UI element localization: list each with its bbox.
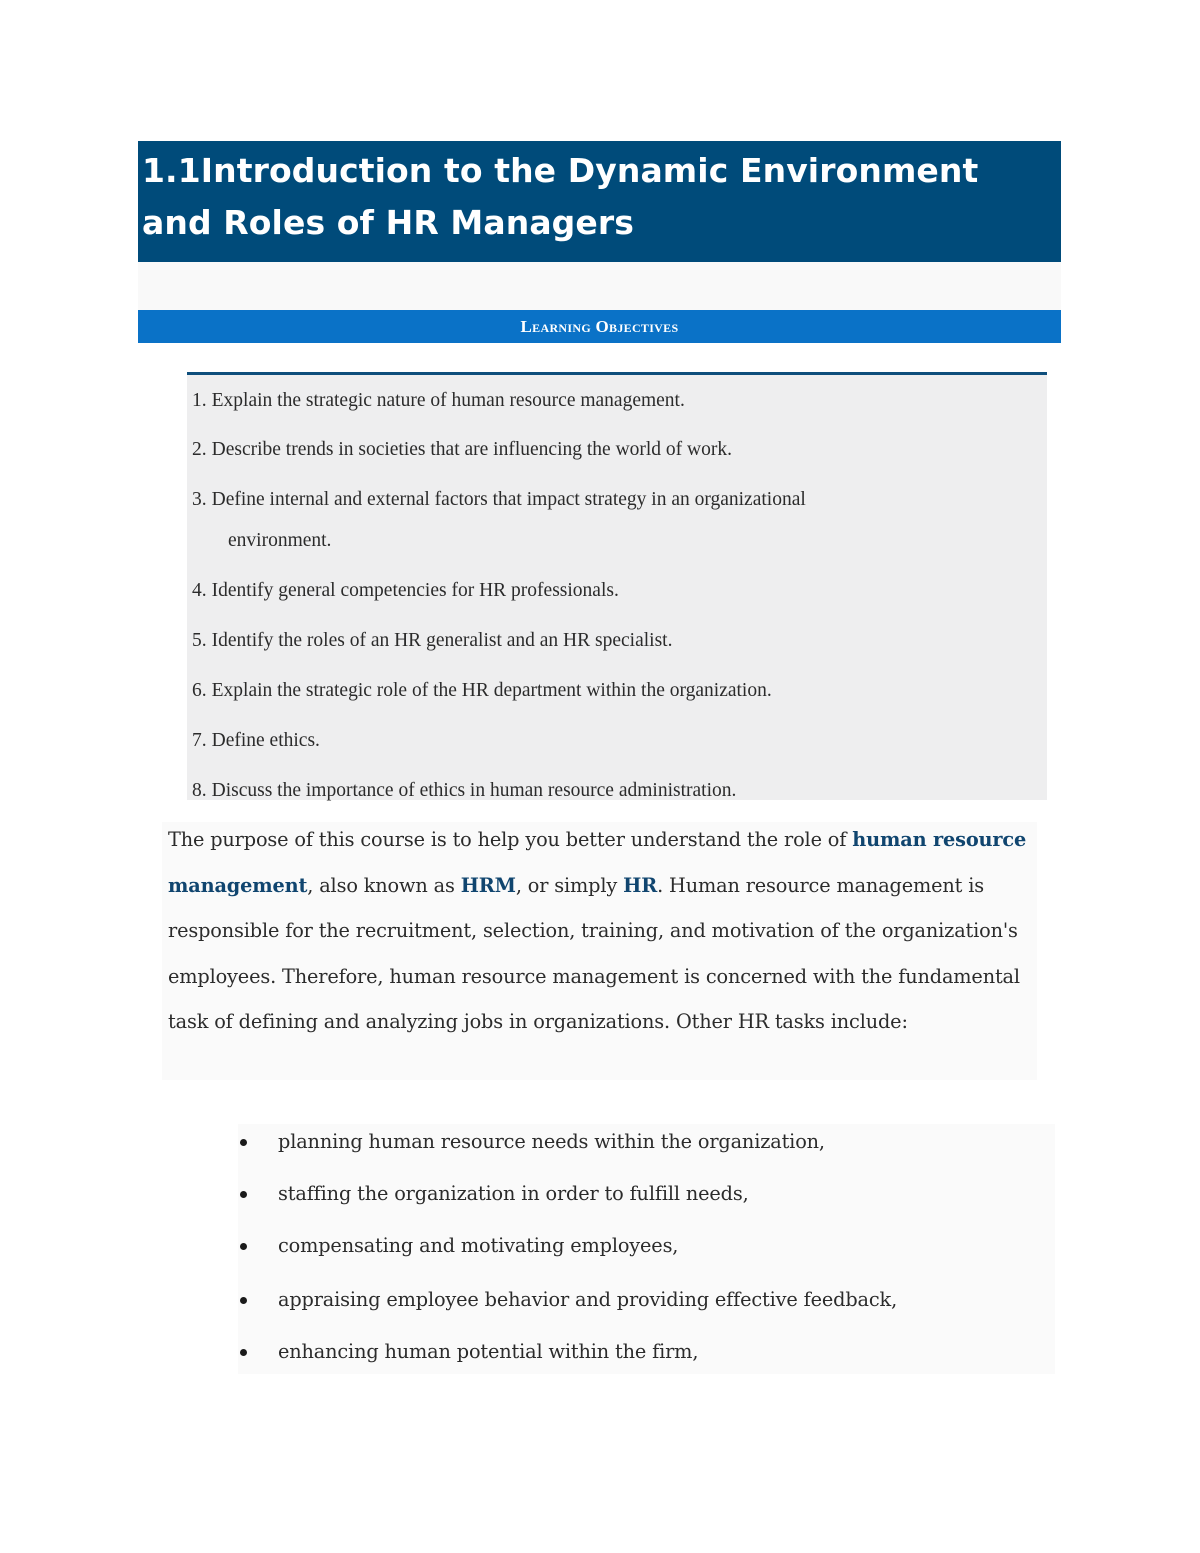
objective-item: 4. Identify general competencies for HR professionals. xyxy=(192,580,619,601)
page-title: 1.1Introduction to the Dynamic Environment and Roles of HR Managers xyxy=(142,151,979,242)
bullet-icon xyxy=(240,1243,247,1250)
objective-item: 2. Describe trends in societies that are influencing the world of work. xyxy=(192,439,733,460)
bullet-icon xyxy=(240,1191,247,1198)
objective-item: 8. Discuss the importance of ethics in human resource administration. xyxy=(192,780,737,801)
objective-item: 7. Define ethics. xyxy=(192,730,320,751)
title-banner xyxy=(138,141,1061,262)
intro-paragraph: The purpose of this course is to help you better understand the role of human resource management, also known as HRM, or simply HR. Human resource management is responsible for the recruitment, selection, training, and motivation of the organization's employees. Therefore, human resource management is concerned with the fundamental task of defining and analyzing jobs in organizations. Other HR tasks include: xyxy=(168,828,1027,1033)
task-item: planning human resource needs within the organization, xyxy=(240,1127,825,1157)
title-spacer xyxy=(138,262,1061,310)
term-hrm: HRM xyxy=(460,873,516,897)
task-item: compensating and motivating employees, xyxy=(240,1231,678,1261)
bullet-icon xyxy=(240,1297,247,1304)
objective-item: 3. Define internal and external factors that impact strategy in an organizational environment. xyxy=(192,489,806,551)
bullet-icon xyxy=(240,1349,247,1356)
task-item: staffing the organization in order to fulfill needs, xyxy=(240,1179,749,1209)
learning-objectives-box xyxy=(187,372,1047,800)
learning-objectives-heading: Learning Objectives xyxy=(138,310,1061,343)
objective-item: 5. Identify the roles of an HR generalist and an HR specialist. xyxy=(192,630,673,651)
term-hr: HR xyxy=(623,873,658,897)
task-item: enhancing human potential within the firm, xyxy=(240,1337,698,1367)
term-human-resource-management: human resource management xyxy=(168,828,1027,897)
objective-item: 1. Explain the strategic nature of human resource management. xyxy=(192,390,685,411)
task-item: appraising employee behavior and providing effective feedback, xyxy=(240,1285,897,1315)
objective-item: 6. Explain the strategic role of the HR department within the organization. xyxy=(192,680,772,701)
bullet-icon xyxy=(240,1139,247,1146)
